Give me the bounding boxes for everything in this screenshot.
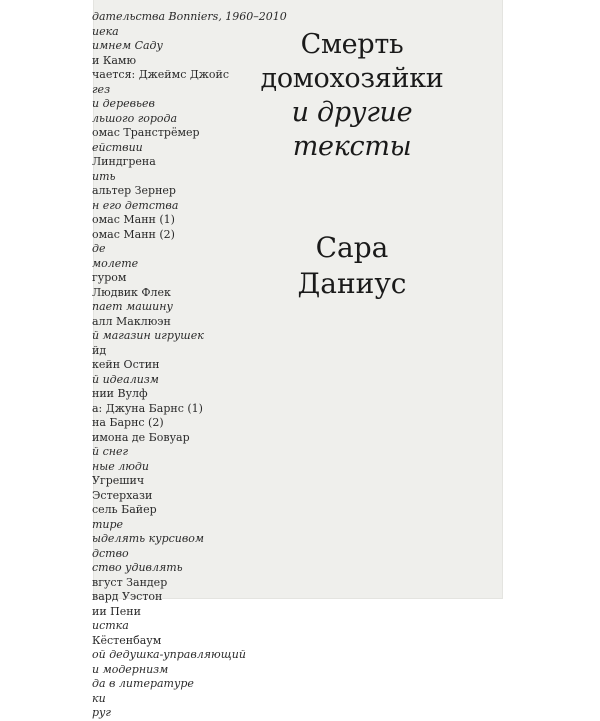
author-first-name: Сара — [315, 231, 389, 264]
contents-entry: Людвик Флек — [92, 285, 171, 299]
contents-entry: кейн Остин — [92, 358, 160, 371]
contents-entry: нии Вулф — [92, 387, 148, 400]
contents-entry: имона де Бовуар — [92, 430, 190, 444]
contents-entry: а: Джуна Барнс (1) — [92, 401, 203, 415]
contents-entry: иека — [92, 24, 119, 38]
contents-entry: й снег — [92, 445, 129, 458]
contents-entry: имнем Саду — [92, 39, 163, 52]
contents-entry: ки — [92, 691, 106, 705]
contents-entry: гез — [92, 82, 111, 96]
contents-entry: чается: Джеймс Джойс — [92, 68, 230, 81]
contents-entry: Линдгрена — [92, 155, 156, 168]
contents-entry: сель Байер — [92, 503, 157, 516]
contents-entry: и Камю — [92, 53, 137, 67]
contents-entry: да в литературе — [92, 677, 194, 690]
book-cover — [92, 0, 502, 719]
contents-entry: льшого города — [92, 111, 178, 125]
book-title — [202, 28, 502, 164]
contents-entry: йд — [92, 343, 107, 357]
contents-entry: й магазин игрушек — [92, 329, 204, 342]
contents-entry: вгуст Зандер — [92, 575, 168, 589]
contents-entry: и деревьев — [92, 97, 155, 110]
contents-entry: омас Манн (2) — [92, 227, 175, 241]
contents-entry: алл Маклюэн — [92, 314, 171, 328]
contents-entry: Кёстенбаум — [92, 633, 162, 647]
contents-entry: й идеализм — [92, 372, 159, 386]
book-author — [202, 230, 502, 302]
contents-entry: и модернизм — [92, 662, 169, 676]
contents-entry: тире — [92, 517, 124, 531]
contents-entry: ить — [92, 169, 116, 183]
contents-entry: дательства Bonniers, 1960–2010 — [92, 10, 287, 23]
contents-entry: омас Транстрёмер — [92, 126, 200, 139]
contents-entry: н его детства — [92, 198, 179, 212]
contents-entry: руг — [92, 706, 111, 719]
contents-entry: пает машину — [92, 300, 173, 313]
contents-entry: омас Манн (1) — [92, 213, 175, 226]
title-line-2: домохозяйки — [260, 63, 444, 94]
author-last-name: Даниус — [297, 267, 407, 300]
contents-entry: ство удивлять — [92, 561, 183, 574]
contents-entry: молете — [92, 256, 139, 270]
contents-entry: ные люди — [92, 459, 149, 473]
title-line-3: и другие — [291, 97, 413, 128]
title-line-1: Смерть — [300, 29, 404, 60]
contents-entry: на Барнс (2) — [92, 416, 164, 429]
contents-entry: альтер Зернер — [92, 184, 176, 197]
contents-entry: ействии — [92, 140, 143, 154]
contents-entry: ыделять курсивом — [92, 532, 205, 545]
contents-entry: Эстерхази — [92, 488, 153, 502]
contents-entry: гуром — [92, 271, 127, 284]
contents-entry: вард Уэстон — [92, 590, 163, 603]
contents-entry: де — [92, 242, 106, 255]
contents-entry: дство — [92, 546, 129, 560]
title-line-4: тексты — [292, 131, 412, 162]
contents-entry: Угрешич — [92, 474, 145, 487]
contents-entry: истка — [92, 619, 129, 632]
contents-entry: ой дедушка-управляющий — [92, 648, 246, 661]
contents-entry: ии Пени — [92, 604, 141, 618]
